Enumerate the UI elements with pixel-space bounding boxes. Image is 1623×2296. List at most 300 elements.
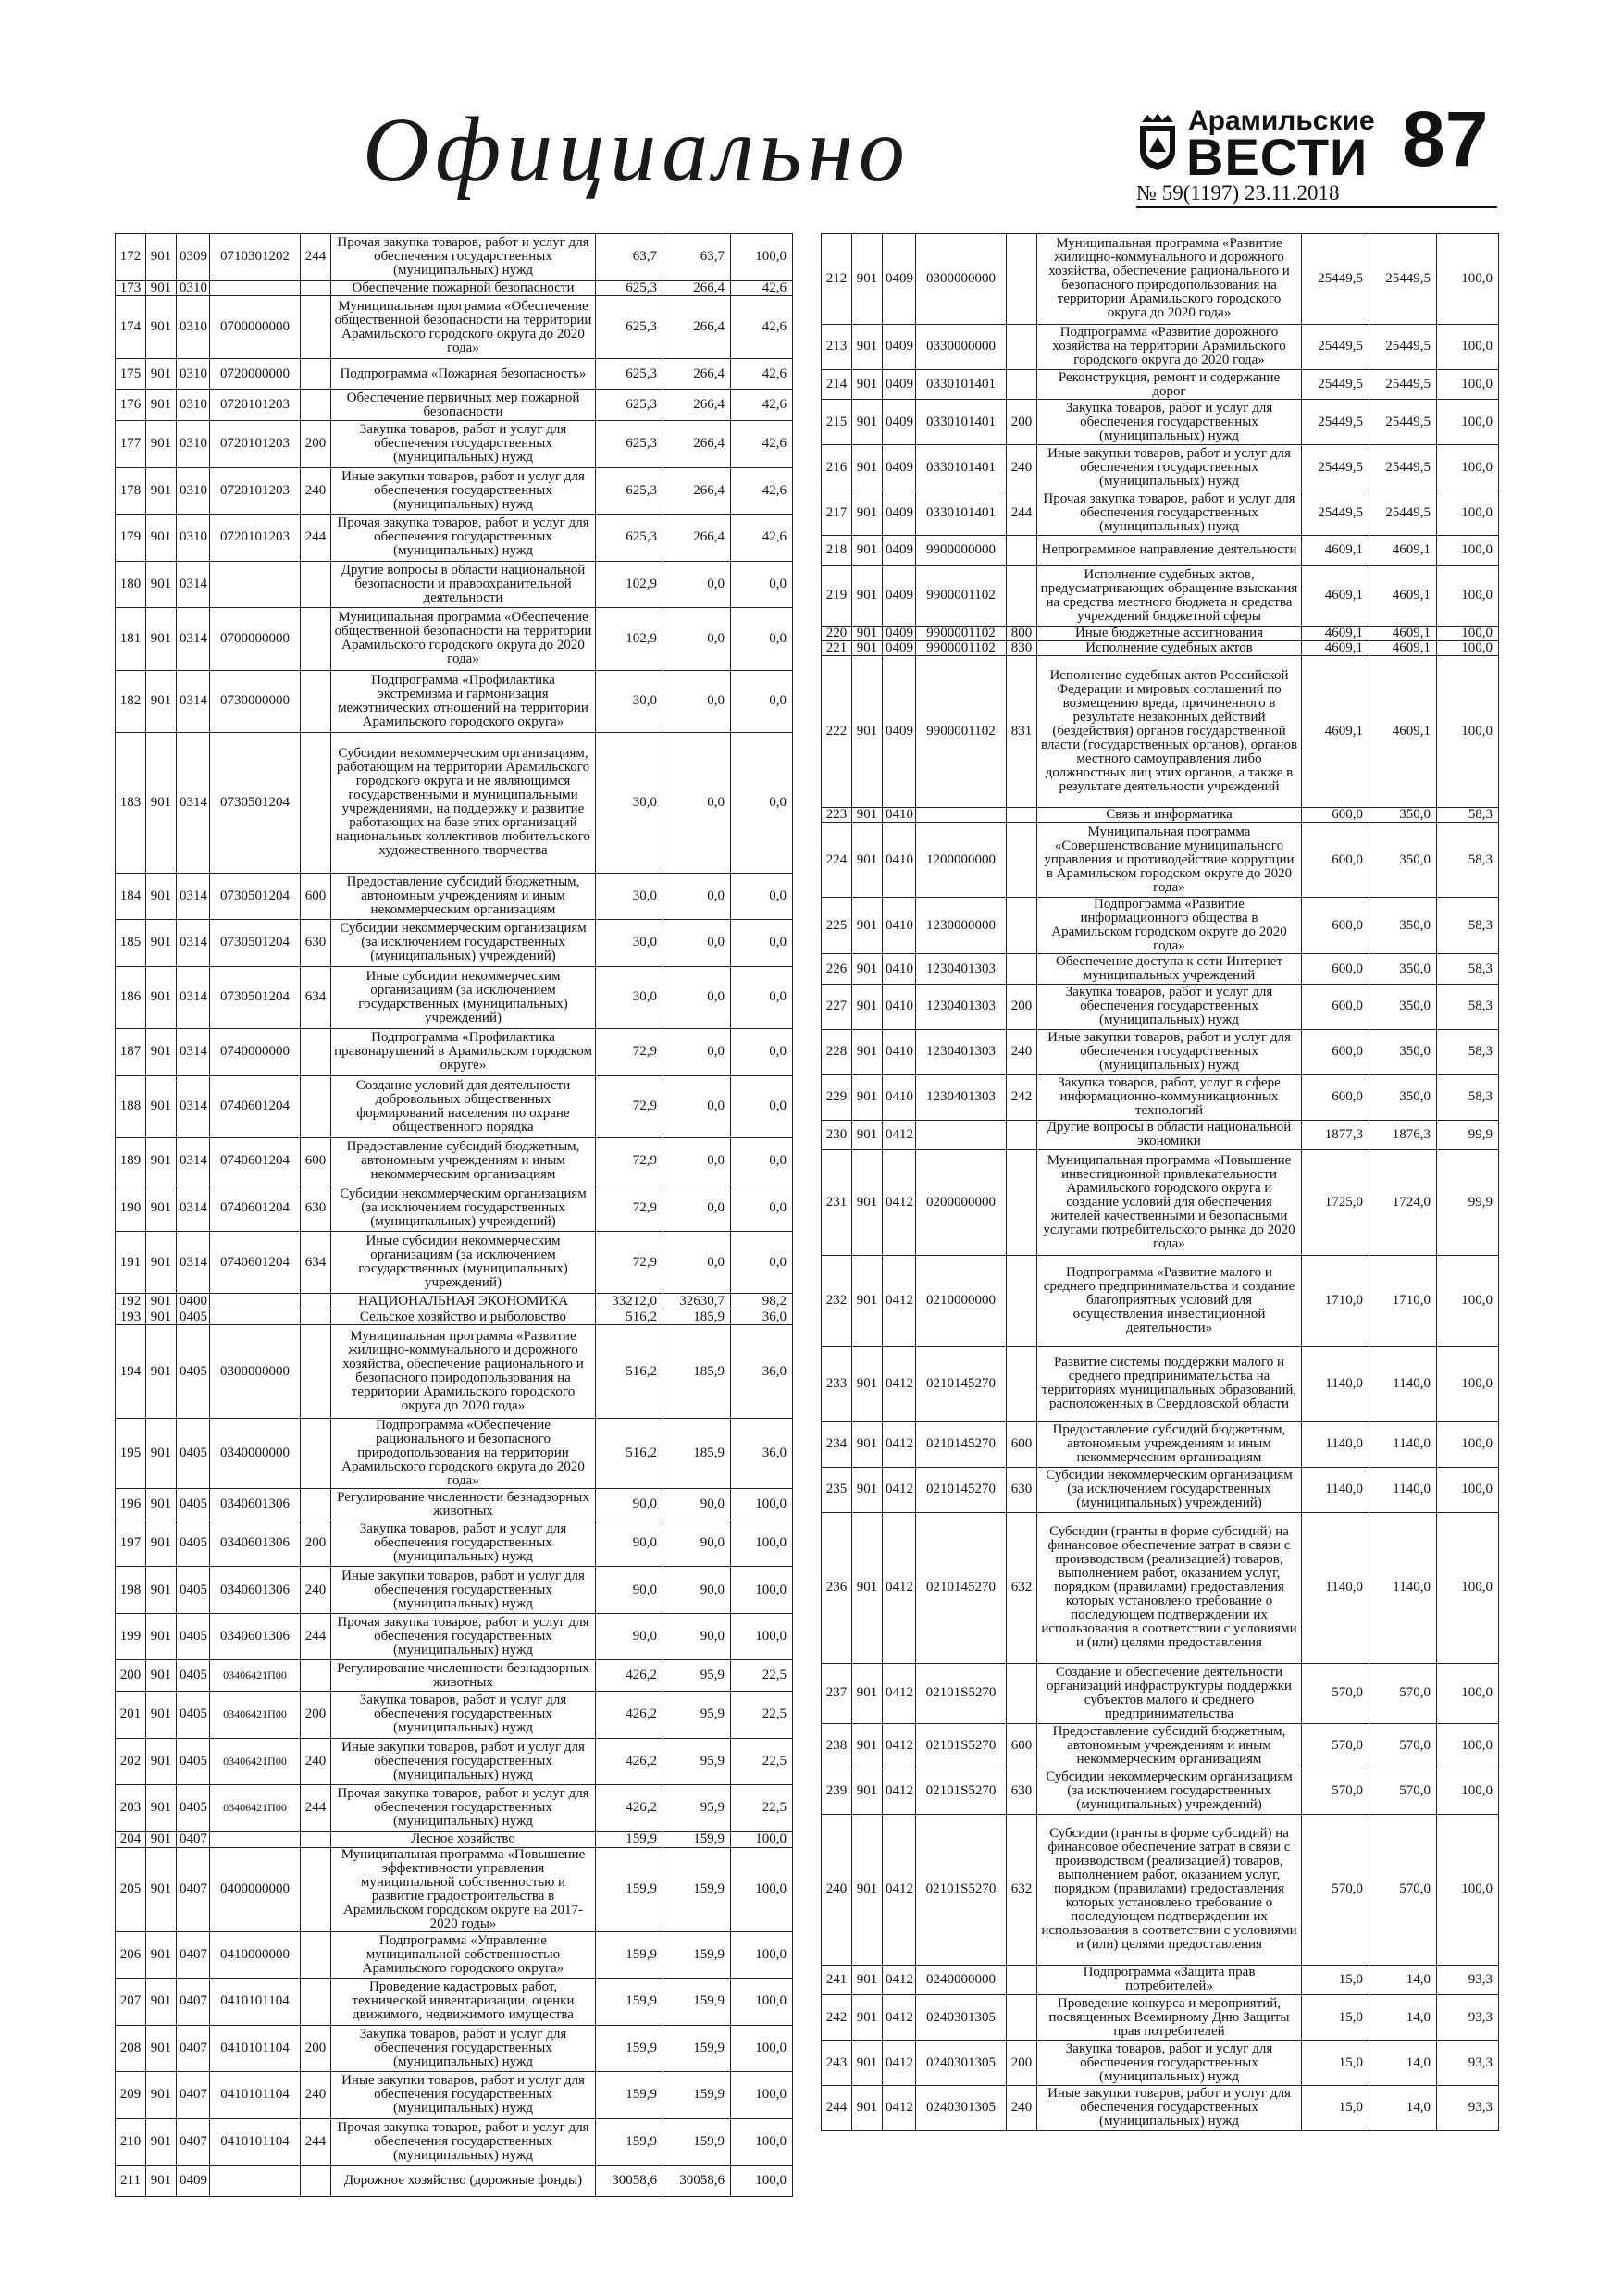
expense-type: 600 [1007, 1421, 1037, 1467]
table-row [822, 1120, 1499, 1150]
section-code: 0310 [177, 467, 210, 515]
description: Муниципальная программа «Повышение инвестиционной привлекательности Арамильского городского округа и создание условий для обеспечения жителей качественными и безопасными услугами потребительского рынка до 2020 года» [1037, 1150, 1302, 1256]
actual-amount: 350,0 [1369, 822, 1437, 898]
description: Муниципальная программа «Развитие жилищно-коммунального и дорожного хозяйства, обеспечение рационального и безопасного природопользования на территории Арамильского городского округа до 2020 года» [331, 1325, 596, 1419]
planned-amount: 426,2 [596, 1738, 663, 1785]
table-row [116, 1738, 793, 1785]
target-code: 0720101203 [210, 467, 301, 515]
target-code: 0340601306 [210, 1520, 301, 1567]
percent-executed: 58,3 [1437, 954, 1499, 985]
row-number: 173 [116, 280, 146, 296]
planned-amount: 625,3 [596, 280, 663, 296]
percent-executed: 100,0 [1437, 490, 1499, 536]
table-row [822, 369, 1499, 400]
section-code: 0310 [177, 358, 210, 390]
percent-executed: 100,0 [731, 2118, 793, 2166]
table-row [116, 467, 793, 515]
ministry-code: 901 [852, 2086, 883, 2131]
expense-type [301, 358, 331, 390]
logo-line-1: Арамильские [1188, 105, 1375, 136]
planned-amount: 25449,5 [1302, 324, 1369, 369]
description: Подпрограмма «Профилактика экстремизма и гармонизация межэтнических отношений на территории Арамильского городского округа» [331, 670, 596, 732]
ministry-code: 901 [852, 1150, 883, 1256]
table-row [822, 1814, 1499, 1965]
section-code: 0309 [177, 234, 210, 281]
expense-type [1007, 1256, 1037, 1347]
expense-type [1007, 234, 1037, 325]
section-title: Официально [363, 98, 911, 201]
planned-amount: 4609,1 [1302, 656, 1369, 807]
description: Субсидии некоммерческим организациям (за исключением государственных (муниципальных) учреждений) [331, 1185, 596, 1232]
row-number: 176 [116, 390, 146, 421]
percent-executed: 100,0 [1437, 445, 1499, 490]
table-row [116, 1029, 793, 1076]
percent-executed: 0,0 [731, 1075, 793, 1137]
description: Прочая закупка товаров, работ и услуг для обеспечения государственных (муниципальных) нужд [331, 234, 596, 281]
section-code: 0314 [177, 1137, 210, 1185]
ministry-code: 901 [852, 2041, 883, 2086]
actual-amount: 350,0 [1369, 984, 1437, 1029]
section-code: 0407 [177, 1931, 210, 1979]
actual-amount: 14,0 [1369, 2041, 1437, 2086]
section-code: 0409 [883, 234, 916, 325]
expense-type [1007, 898, 1037, 954]
target-code: 02101S5270 [916, 1723, 1007, 1769]
actual-amount: 0,0 [663, 1185, 731, 1232]
planned-amount: 25449,5 [1302, 490, 1369, 536]
ministry-code: 901 [146, 2025, 177, 2072]
ministry-code: 901 [146, 2072, 177, 2119]
planned-amount: 1140,0 [1302, 1421, 1369, 1467]
actual-amount: 350,0 [1369, 898, 1437, 954]
target-code [210, 1294, 301, 1309]
actual-amount: 14,0 [1369, 1995, 1437, 2041]
table-row [116, 873, 793, 920]
row-number: 226 [822, 954, 852, 985]
actual-amount: 95,9 [663, 1738, 731, 1785]
percent-executed: 100,0 [731, 2166, 793, 2197]
target-code: 9900001102 [916, 626, 1007, 640]
ministry-code: 901 [146, 1979, 177, 2026]
actual-amount: 266,4 [663, 280, 731, 296]
table-row [822, 656, 1499, 807]
description: Прочая закупка товаров, работ и услуг для обеспечения государственных (муниципальных) нужд [331, 2118, 596, 2166]
section-code: 0412 [883, 1467, 916, 1512]
row-number: 189 [116, 1137, 146, 1185]
actual-amount: 570,0 [1369, 1814, 1437, 1965]
description: Подпрограмма «Обеспечение рационального и безопасного природопользования на территории Арамильского городского округа до 2020 года» [331, 1419, 596, 1489]
percent-executed: 100,0 [1437, 565, 1499, 626]
row-number: 242 [822, 1995, 852, 2041]
description: Подпрограмма «Защита прав потребителей» [1037, 1965, 1302, 1995]
target-code: 0340601306 [210, 1613, 301, 1660]
percent-executed: 42,6 [731, 421, 793, 468]
planned-amount: 72,9 [596, 1075, 663, 1137]
ministry-code: 901 [852, 656, 883, 807]
percent-executed: 0,0 [731, 920, 793, 967]
section-code: 0405 [177, 1660, 210, 1692]
expense-type [301, 1660, 331, 1692]
planned-amount: 159,9 [596, 2025, 663, 2072]
expense-type [301, 280, 331, 296]
ministry-code: 901 [146, 733, 177, 874]
percent-executed: 42,6 [731, 515, 793, 562]
expense-type [1007, 536, 1037, 566]
section-code: 0407 [177, 2118, 210, 2166]
expense-type [1007, 324, 1037, 369]
section-code: 0314 [177, 608, 210, 670]
percent-executed: 42,6 [731, 280, 793, 296]
percent-executed: 99,9 [1437, 1120, 1499, 1150]
ministry-code: 901 [852, 1467, 883, 1512]
description: Обеспечение пожарной безопасности [331, 280, 596, 296]
coat-of-arms-icon [1136, 111, 1179, 172]
planned-amount: 600,0 [1302, 954, 1369, 985]
table-row [116, 421, 793, 468]
row-number: 205 [116, 1847, 146, 1931]
description: Подпрограмма «Развитие малого и среднего предпринимательства и создание благоприятных условий для осуществления инвестиционной деятельности» [1037, 1256, 1302, 1347]
description: Проведение кадастровых работ, технической инвентаризации, оценки движимого, недвижимого имущества [331, 1979, 596, 2026]
ministry-code: 901 [146, 280, 177, 296]
target-code [210, 1309, 301, 1325]
row-number: 184 [116, 873, 146, 920]
row-number: 201 [116, 1692, 146, 1739]
section-code: 0409 [883, 324, 916, 369]
expense-type: 244 [301, 1613, 331, 1660]
target-code: 0200000000 [916, 1150, 1007, 1256]
expense-type [1007, 822, 1037, 898]
description: Иные закупки товаров, работ и услуг для обеспечения государственных (муниципальных) нужд [331, 467, 596, 515]
expense-type: 630 [1007, 1769, 1037, 1814]
description: Прочая закупка товаров, работ и услуг для обеспечения государственных (муниципальных) нужд [331, 515, 596, 562]
actual-amount: 1140,0 [1369, 1347, 1437, 1422]
ministry-code: 901 [146, 1660, 177, 1692]
actual-amount: 95,9 [663, 1785, 731, 1832]
percent-executed: 0,0 [731, 1029, 793, 1076]
section-code: 0314 [177, 561, 210, 608]
table-row [116, 966, 793, 1028]
table-row [116, 1489, 793, 1520]
section-code: 0405 [177, 1419, 210, 1489]
planned-amount: 15,0 [1302, 1965, 1369, 1995]
target-code: 1230401303 [916, 1029, 1007, 1074]
expense-type [301, 1294, 331, 1309]
percent-executed: 0,0 [731, 1137, 793, 1185]
table-row [116, 2072, 793, 2119]
target-code: 0730501204 [210, 966, 301, 1028]
expense-type [301, 1979, 331, 2026]
table-row [822, 234, 1499, 325]
actual-amount: 0,0 [663, 1232, 731, 1294]
expense-type: 240 [1007, 2086, 1037, 2131]
actual-amount: 570,0 [1369, 1723, 1437, 1769]
percent-executed: 93,3 [1437, 1995, 1499, 2041]
section-code: 0314 [177, 1232, 210, 1294]
target-code: 0720000000 [210, 358, 301, 390]
expense-type [301, 1029, 331, 1076]
expense-type: 200 [301, 2025, 331, 2072]
row-number: 177 [116, 421, 146, 468]
target-code: 1230401303 [916, 1074, 1007, 1120]
description: Иные субсидии некоммерческим организациям (за исключением государственных (муниципальных) учреждений) [331, 1232, 596, 1294]
table-row [116, 1692, 793, 1739]
table-row [822, 1256, 1499, 1347]
ministry-code: 901 [852, 954, 883, 985]
table-row [116, 1613, 793, 1660]
target-code: 0240301305 [916, 1995, 1007, 2041]
actual-amount: 0,0 [663, 561, 731, 608]
row-number: 237 [822, 1663, 852, 1723]
row-number: 235 [822, 1467, 852, 1512]
planned-amount: 600,0 [1302, 1029, 1369, 1074]
ministry-code: 901 [146, 608, 177, 670]
target-code: 0730501204 [210, 733, 301, 874]
actual-amount: 14,0 [1369, 2086, 1437, 2131]
expense-type [301, 1075, 331, 1137]
percent-executed: 100,0 [731, 1831, 793, 1847]
expense-type [1007, 1150, 1037, 1256]
percent-executed: 93,3 [1437, 1965, 1499, 1995]
section-code: 0412 [883, 1150, 916, 1256]
ministry-code: 901 [146, 1419, 177, 1489]
table-row [822, 1995, 1499, 2041]
section-code: 0409 [883, 641, 916, 656]
planned-amount: 570,0 [1302, 1723, 1369, 1769]
expense-type: 240 [301, 1738, 331, 1785]
percent-executed: 36,0 [731, 1419, 793, 1489]
table-row [822, 641, 1499, 656]
expense-type: 600 [1007, 1723, 1037, 1769]
planned-amount: 625,3 [596, 467, 663, 515]
table-row [116, 1294, 793, 1309]
ministry-code: 901 [146, 873, 177, 920]
actual-amount: 4609,1 [1369, 626, 1437, 640]
section-code: 0412 [883, 1421, 916, 1467]
percent-executed: 100,0 [1437, 1769, 1499, 1814]
expense-type [1007, 369, 1037, 400]
section-code: 0412 [883, 1995, 916, 2041]
row-number: 232 [822, 1256, 852, 1347]
expense-type [301, 2166, 331, 2197]
description: Создание условий для деятельности добровольных общественных формирований населения по охране общественного порядка [331, 1075, 596, 1137]
target-code: 1230401303 [916, 954, 1007, 985]
description: Субсидии некоммерческим организациям (за исключением государственных (муниципальных) учреждений) [1037, 1467, 1302, 1512]
target-code: 02101S5270 [916, 1769, 1007, 1814]
description: Связь и информатика [1037, 807, 1302, 822]
ministry-code: 901 [146, 1294, 177, 1309]
ministry-code: 901 [852, 490, 883, 536]
planned-amount: 625,3 [596, 390, 663, 421]
expense-type [1007, 1965, 1037, 1995]
expense-type [301, 1847, 331, 1931]
percent-executed: 100,0 [1437, 656, 1499, 807]
percent-executed: 100,0 [731, 1847, 793, 1931]
description: Обеспечение доступа к сети Интернет муниципальных учреждений [1037, 954, 1302, 985]
ministry-code: 901 [852, 1120, 883, 1150]
actual-amount: 350,0 [1369, 1029, 1437, 1074]
planned-amount: 90,0 [596, 1520, 663, 1567]
expense-type: 240 [301, 467, 331, 515]
section-code: 0410 [883, 984, 916, 1029]
ministry-code: 901 [852, 1814, 883, 1965]
ministry-code: 901 [852, 807, 883, 822]
ministry-code: 901 [852, 324, 883, 369]
table-row [116, 1831, 793, 1847]
percent-executed: 100,0 [1437, 641, 1499, 656]
ministry-code: 901 [146, 1738, 177, 1785]
expense-type: 630 [301, 1185, 331, 1232]
planned-amount: 25449,5 [1302, 369, 1369, 400]
target-code: 9900001102 [916, 565, 1007, 626]
description: Закупка товаров, работ и услуг для обеспечения государственных (муниципальных) нужд [331, 1520, 596, 1567]
table-row [822, 1769, 1499, 1814]
ministry-code: 901 [146, 358, 177, 390]
target-code: 0410101104 [210, 2025, 301, 2072]
expense-type: 200 [301, 1692, 331, 1739]
row-number: 196 [116, 1489, 146, 1520]
description: Регулирование численности безнадзорных животных [331, 1489, 596, 1520]
planned-amount: 570,0 [1302, 1814, 1369, 1965]
section-code: 0410 [883, 954, 916, 985]
description: Субсидии некоммерческим организациям (за исключением государственных (муниципальных) учреждений) [331, 920, 596, 967]
table-row [822, 1965, 1499, 1995]
actual-amount: 266,4 [663, 296, 731, 358]
planned-amount: 625,3 [596, 515, 663, 562]
table-row [822, 400, 1499, 445]
expense-type: 634 [301, 966, 331, 1028]
expense-type [301, 1831, 331, 1847]
actual-amount: 266,4 [663, 390, 731, 421]
percent-executed: 93,3 [1437, 2041, 1499, 2086]
ministry-code: 901 [852, 536, 883, 566]
expense-type [301, 1489, 331, 1520]
percent-executed: 22,5 [731, 1692, 793, 1739]
section-code: 0409 [177, 2166, 210, 2197]
table-row [116, 561, 793, 608]
ministry-code: 901 [852, 565, 883, 626]
ministry-code: 901 [852, 898, 883, 954]
planned-amount: 516,2 [596, 1419, 663, 1489]
planned-amount: 30,0 [596, 670, 663, 732]
expense-type [1007, 1347, 1037, 1422]
description: Закупка товаров, работ и услуг для обеспечения государственных (муниципальных) нужд [331, 2025, 596, 2072]
section-code: 0314 [177, 966, 210, 1028]
actual-amount: 159,9 [663, 2025, 731, 2072]
planned-amount: 625,3 [596, 296, 663, 358]
table-row [116, 1520, 793, 1567]
table-row [116, 1232, 793, 1294]
description: Муниципальная программа «Повышение эффективности управления муниципальной собственностью и развитие градостроительства в Арамильском городском округе на 2017-2020 годы» [331, 1847, 596, 1931]
table-row [116, 1325, 793, 1419]
description: Муниципальная программа «Обеспечение общественной безопасности на территории Арамильского городского округа до 2020 года» [331, 296, 596, 358]
ministry-code: 901 [146, 515, 177, 562]
section-code: 0314 [177, 1029, 210, 1076]
actual-amount: 0,0 [663, 966, 731, 1028]
table-row [822, 626, 1499, 640]
actual-amount: 0,0 [663, 1137, 731, 1185]
section-code: 0314 [177, 1075, 210, 1137]
planned-amount: 1140,0 [1302, 1347, 1369, 1422]
row-number: 194 [116, 1325, 146, 1419]
table-row [116, 1847, 793, 1931]
row-number: 179 [116, 515, 146, 562]
table-row [822, 324, 1499, 369]
table-row [822, 954, 1499, 985]
expense-type [301, 561, 331, 608]
planned-amount: 426,2 [596, 1692, 663, 1739]
description: Развитие системы поддержки малого и среднего предпринимательства на территориях муниципальных образований, расположенных в Свердловской области [1037, 1347, 1302, 1422]
expense-type: 244 [301, 515, 331, 562]
actual-amount: 266,4 [663, 421, 731, 468]
planned-amount: 15,0 [1302, 2086, 1369, 2131]
ministry-code: 901 [146, 1029, 177, 1076]
target-code: 0720101203 [210, 515, 301, 562]
table-row [822, 898, 1499, 954]
ministry-code: 901 [852, 1723, 883, 1769]
table-row [116, 358, 793, 390]
planned-amount: 159,9 [596, 2072, 663, 2119]
row-number: 223 [822, 807, 852, 822]
percent-executed: 100,0 [731, 1613, 793, 1660]
table-row [822, 1074, 1499, 1120]
description: Закупка товаров, работ и услуг для обеспечения государственных (муниципальных) нужд [331, 1692, 596, 1739]
row-number: 240 [822, 1814, 852, 1965]
ministry-code: 901 [146, 1785, 177, 1832]
newspaper-logo [1136, 102, 1375, 186]
row-number: 212 [822, 234, 852, 325]
actual-amount: 25449,5 [1369, 234, 1437, 325]
ministry-code: 901 [146, 1692, 177, 1739]
target-code: 1230401303 [916, 984, 1007, 1029]
row-number: 204 [116, 1831, 146, 1847]
description: Проведение конкурса и мероприятий, посвященных Всемирному Дню Защиты прав потребителей [1037, 1995, 1302, 2041]
percent-executed: 100,0 [1437, 1512, 1499, 1663]
planned-amount: 72,9 [596, 1232, 663, 1294]
actual-amount: 1140,0 [1369, 1421, 1437, 1467]
actual-amount: 1140,0 [1369, 1512, 1437, 1663]
row-number: 178 [116, 467, 146, 515]
expense-type: 600 [301, 873, 331, 920]
percent-executed: 42,6 [731, 467, 793, 515]
planned-amount: 159,9 [596, 1831, 663, 1847]
planned-amount: 570,0 [1302, 1769, 1369, 1814]
table-row [822, 490, 1499, 536]
actual-amount: 0,0 [663, 1075, 731, 1137]
expense-type: 200 [1007, 2041, 1037, 2086]
actual-amount: 159,9 [663, 1831, 731, 1847]
percent-executed: 100,0 [1437, 536, 1499, 566]
description: Предоставление субсидий бюджетным, автономным учреждениям и иным некоммерческим организациям [1037, 1723, 1302, 1769]
table-row [116, 1931, 793, 1979]
planned-amount: 159,9 [596, 1847, 663, 1931]
description: Реконструкция, ремонт и содержание дорог [1037, 369, 1302, 400]
section-code: 0407 [177, 1847, 210, 1931]
percent-executed: 58,3 [1437, 984, 1499, 1029]
target-code: 03406421П00 [210, 1692, 301, 1739]
target-code: 9900001102 [916, 656, 1007, 807]
description: Закупка товаров, работ, услуг в сфере информационно-коммуникационных технологий [1037, 1074, 1302, 1120]
description: Подпрограмма «Управление муниципальной собственностью Арамильского городского округа» [331, 1931, 596, 1979]
expense-type [301, 390, 331, 421]
table-row [116, 733, 793, 874]
expense-type: 240 [1007, 445, 1037, 490]
ministry-code: 901 [146, 1831, 177, 1847]
target-code: 0410101104 [210, 1979, 301, 2026]
row-number: 199 [116, 1613, 146, 1660]
actual-amount: 266,4 [663, 358, 731, 390]
planned-amount: 159,9 [596, 2118, 663, 2166]
target-code: 0410000000 [210, 1931, 301, 1979]
